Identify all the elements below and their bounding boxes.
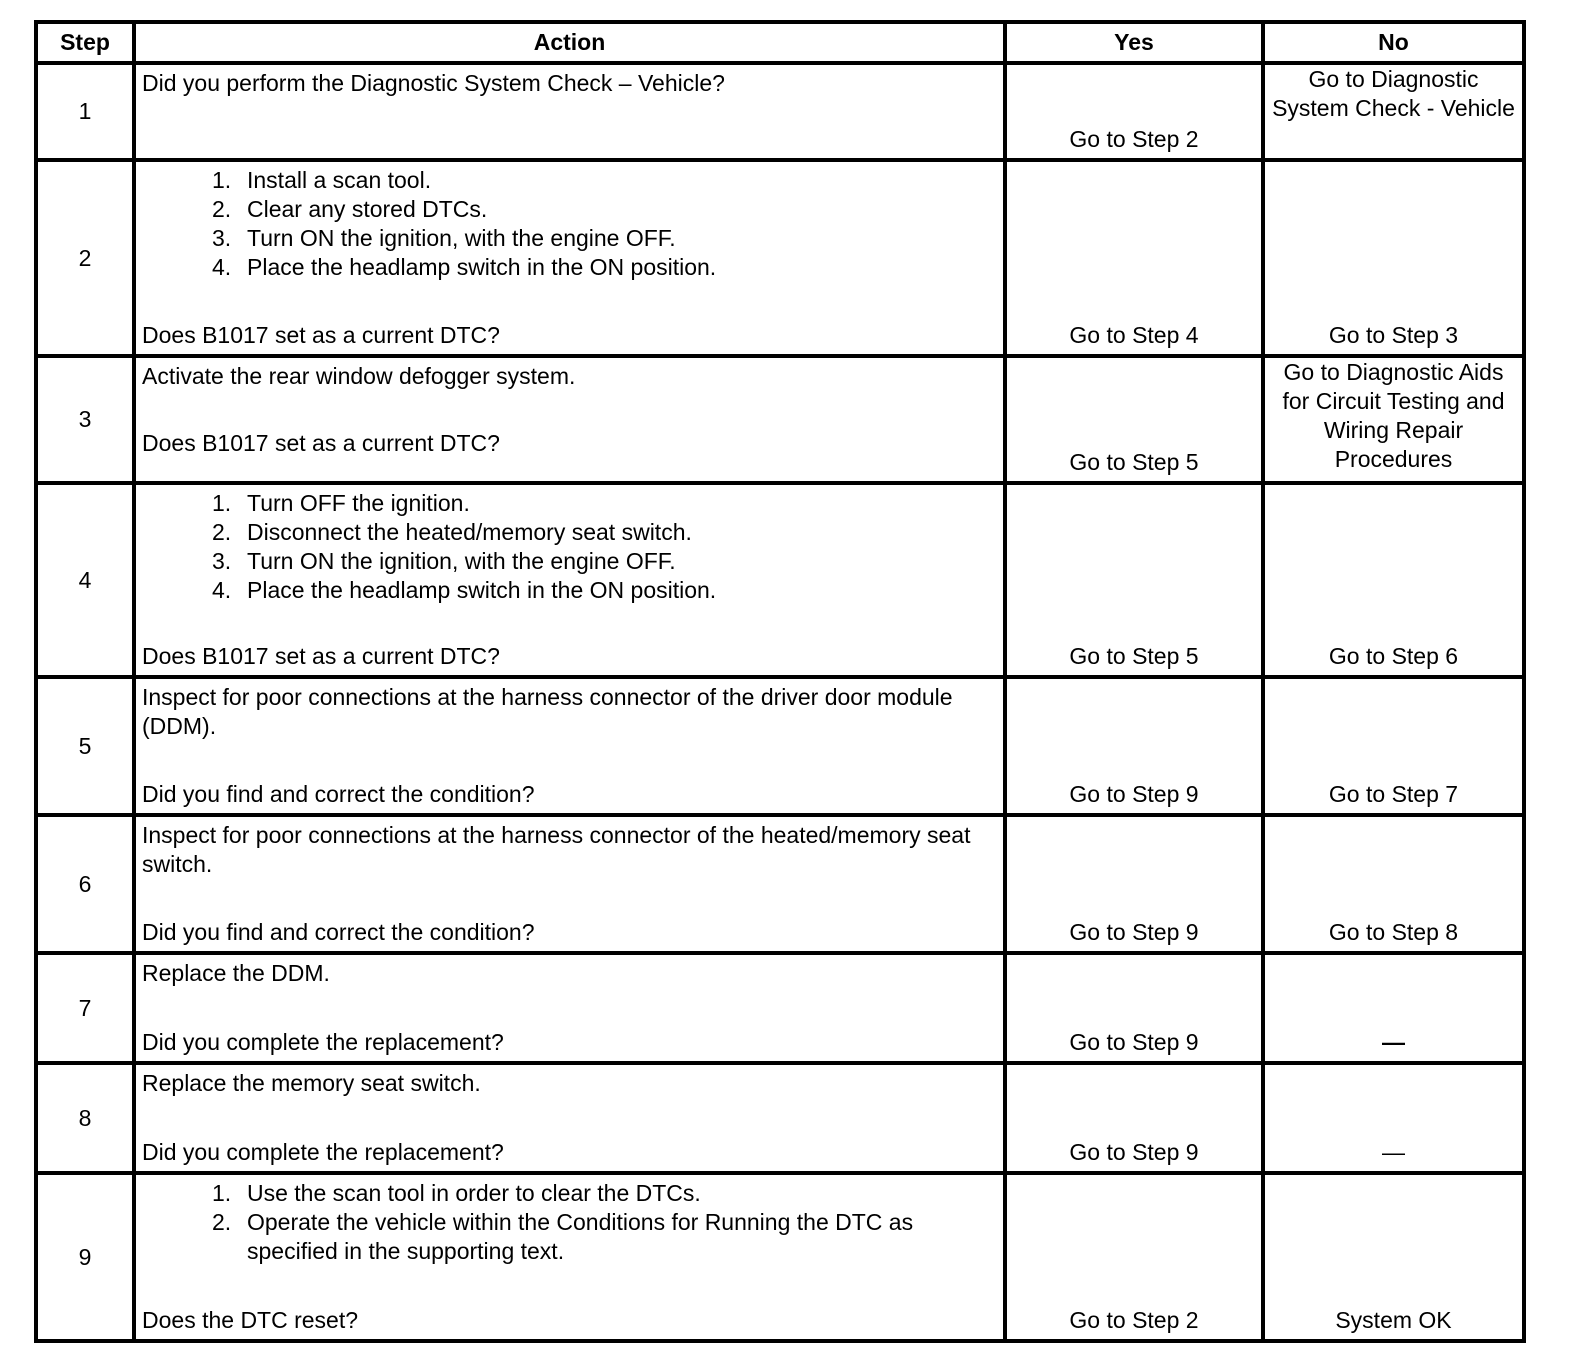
no-cell: Go to Step 3 [1263, 160, 1524, 356]
step-number: 7 [36, 953, 134, 1063]
table-row [36, 63, 1524, 160]
yes-cell: Go to Step 4 [1005, 160, 1263, 356]
step-number: 3 [36, 356, 134, 483]
yes-cell: Go to Step 9 [1005, 677, 1263, 815]
instruction-list [142, 489, 997, 605]
action-cell [134, 815, 1005, 953]
step-number: 8 [36, 1063, 134, 1173]
header-no: No [1263, 22, 1524, 63]
question-text: Does B1017 set as a current DTC? [142, 322, 500, 348]
no-cell: — [1263, 953, 1524, 1063]
yes-cell: Go to Step 9 [1005, 1063, 1263, 1173]
table-row [36, 483, 1524, 677]
list-item: 3. Turn ON the ignition, with the engine OFF. [212, 225, 676, 251]
step-number: 5 [36, 677, 134, 815]
action-cell [134, 953, 1005, 1063]
table-row [36, 1063, 1524, 1173]
question-text: Did you complete the replacement? [142, 1029, 504, 1055]
diagnostic-table [34, 20, 1526, 1343]
yes-cell: Go to Step 2 [1005, 63, 1263, 160]
no-cell: Go to Diagnostic Aids for Circuit Testing and Wiring Repair Procedures [1263, 356, 1524, 483]
question-text: Did you find and correct the condition? [142, 919, 535, 945]
list-item: 2. Disconnect the heated/memory seat switch. [212, 519, 692, 545]
header-yes: Yes [1005, 22, 1263, 63]
table-row [36, 160, 1524, 356]
no-cell: Go to Step 8 [1263, 815, 1524, 953]
step-number: 2 [36, 160, 134, 356]
question-text: Does B1017 set as a current DTC? [142, 430, 500, 456]
action-text: Activate the rear window defogger system. [142, 363, 576, 389]
no-cell: Go to Diagnostic System Check - Vehicle [1263, 63, 1524, 160]
action-cell [134, 160, 1005, 356]
no-cell: System OK [1263, 1173, 1524, 1341]
list-item: 1. Use the scan tool in order to clear the DTCs. [212, 1180, 701, 1206]
yes-cell: Go to Step 9 [1005, 815, 1263, 953]
action-cell [134, 356, 1005, 483]
list-item: 1. Turn OFF the ignition. [212, 490, 470, 516]
yes-cell: Go to Step 9 [1005, 953, 1263, 1063]
question-text: Does the DTC reset? [142, 1307, 359, 1333]
question-text: Does B1017 set as a current DTC? [142, 643, 500, 669]
action-cell [134, 483, 1005, 677]
list-item: 2. Clear any stored DTCs. [212, 196, 488, 222]
list-item: 3. Turn ON the ignition, with the engine OFF. [212, 548, 676, 574]
header-action: Action [134, 22, 1005, 63]
list-item: 2. Operate the vehicle within the Conditions for Running the DTC as specified in the supporting text. [212, 1209, 914, 1264]
list-item: 4. Place the headlamp switch in the ON position. [212, 254, 717, 280]
table-row [36, 953, 1524, 1063]
action-text: Inspect for poor connections at the harness connector of the driver door module (DDM). [142, 684, 953, 739]
action-text: Did you perform the Diagnostic System Check – Vehicle? [142, 70, 725, 96]
action-cell [134, 63, 1005, 160]
yes-cell: Go to Step 5 [1005, 356, 1263, 483]
table-row [36, 815, 1524, 953]
step-number: 1 [36, 63, 134, 160]
question-text: Did you find and correct the condition? [142, 781, 535, 807]
yes-cell: Go to Step 5 [1005, 483, 1263, 677]
table-row [36, 1173, 1524, 1341]
action-text: Replace the DDM. [142, 960, 330, 986]
header-step: Step [36, 22, 134, 63]
list-item: 4. Place the headlamp switch in the ON position. [212, 577, 717, 603]
action-cell [134, 1063, 1005, 1173]
no-cell: Go to Step 6 [1263, 483, 1524, 677]
step-number: 9 [36, 1173, 134, 1341]
question-text: Did you complete the replacement? [142, 1139, 504, 1165]
instruction-list [142, 1179, 997, 1266]
table-row [36, 677, 1524, 815]
yes-cell: Go to Step 2 [1005, 1173, 1263, 1341]
instruction-list [142, 166, 997, 282]
action-cell [134, 677, 1005, 815]
action-text: Replace the memory seat switch. [142, 1070, 481, 1096]
action-cell [134, 1173, 1005, 1341]
no-cell: Go to Step 7 [1263, 677, 1524, 815]
no-cell: — [1263, 1063, 1524, 1173]
action-text: Inspect for poor connections at the harness connector of the heated/memory seat switch. [142, 822, 971, 877]
table-row [36, 356, 1524, 483]
header-row [36, 22, 1524, 63]
step-number: 6 [36, 815, 134, 953]
step-number: 4 [36, 483, 134, 677]
list-item: 1. Install a scan tool. [212, 167, 432, 193]
